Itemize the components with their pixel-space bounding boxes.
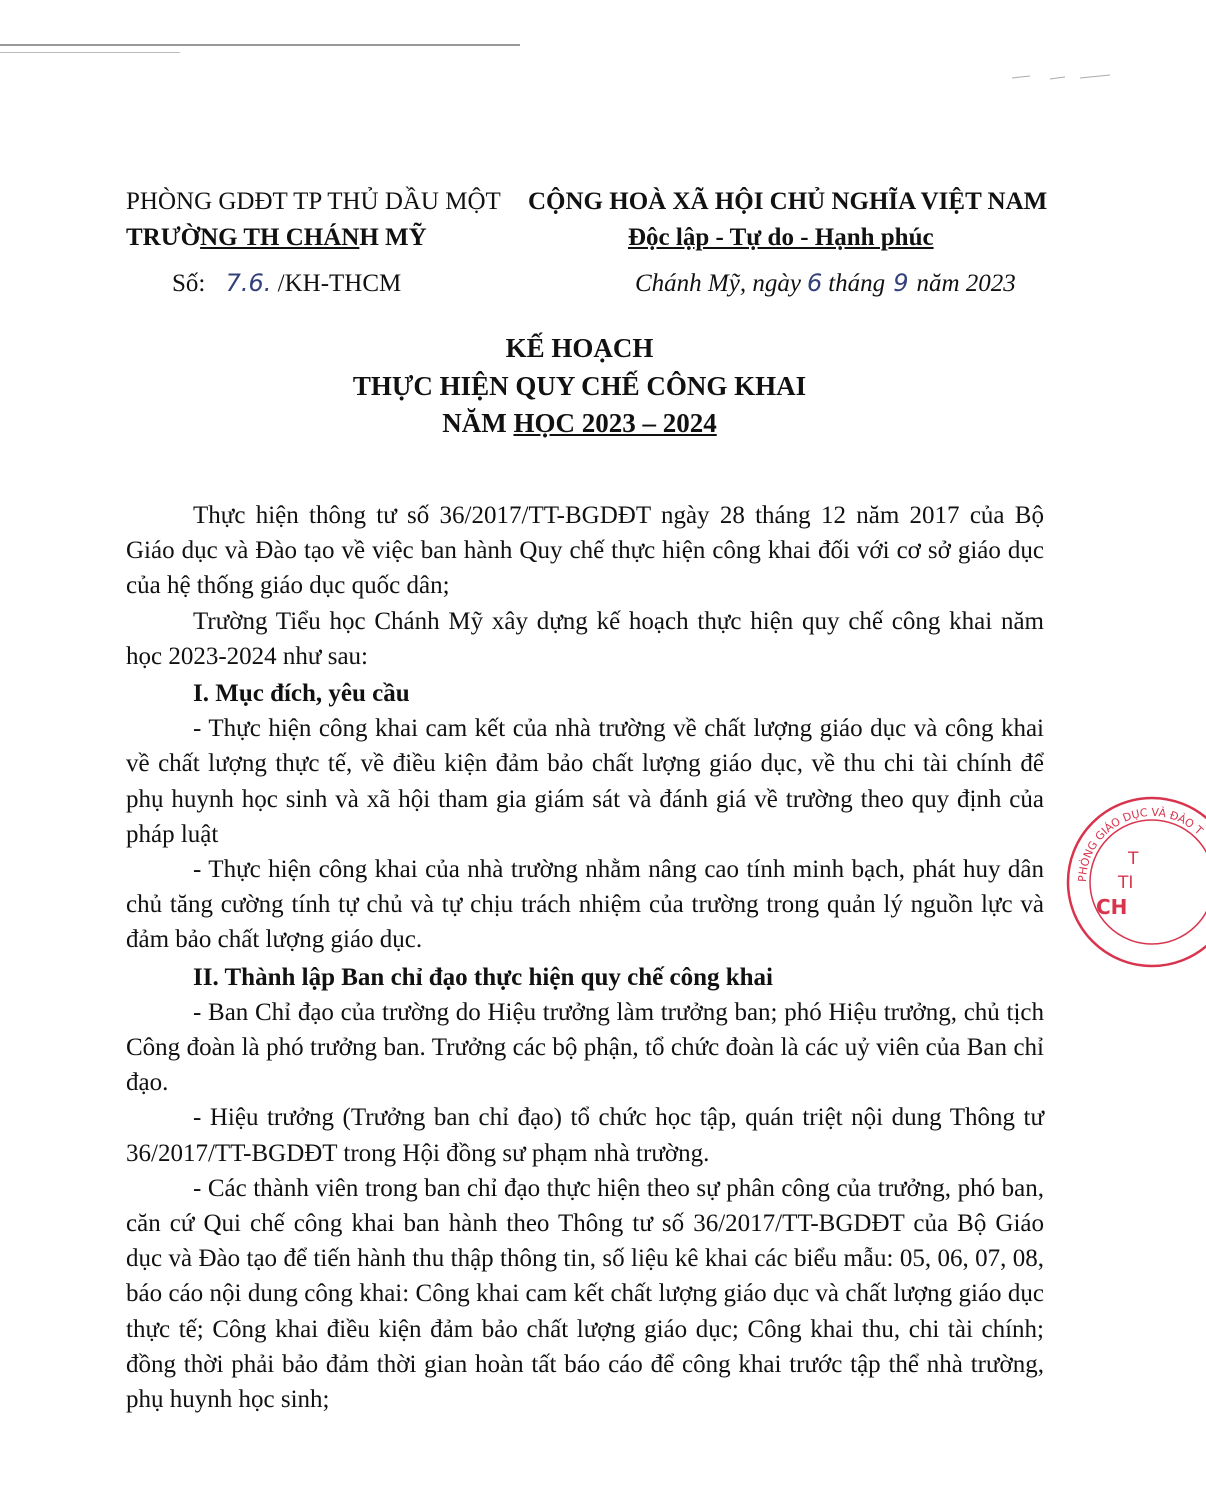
doc-title-line3-prefix: NĂM: [442, 408, 514, 438]
purpose-item-1: - Thực hiện công khai cam kết của nhà trường về chất lượng giáo dục và công khai về chất lượng thực tế, về điều kiện đảm bảo chất lượng giáo dục, về thu chi tài chính để phụ huynh học sinh và xã hội tham gia giám sát và đánh giá về trường theo quy định của pháp luật: [126, 715, 1044, 848]
committee-item-1: - Ban Chỉ đạo của trường do Hiệu trưởng làm trưởng ban; phó Hiệu trưởng, chủ tịch Công đoàn là phó trưởng ban. Trưởng các bộ phận, tổ chức đoàn là các uỷ viên của Ban chỉ đạo.: [126, 998, 1044, 1097]
school-name-underlined: NG TH CHÁN: [200, 224, 360, 251]
paragraph-intro: Thực hiện thông tư số 36/2017/TT-BGDĐT ngày 28 tháng 12 năm 2017 của Bộ Giáo dục và Đào tạo về việc ban hành Quy chế thực hiện công khai đối với cơ sở giáo dục của hệ thống giáo dục quốc dân;: [126, 502, 1044, 600]
committee-item-3: - Các thành viên trong ban chỉ đạo thực hiện theo sự phân công của trưởng, phó ban, căn cứ Qui chế công khai ban hành theo Thông tư số 36/2017/TT-BGDĐT của Bộ Giáo dục và Đào tạo để tiến hành thu thập thông tin, số liệu kê khai các biểu mẫu: 05, 06, 07, 08, báo cáo nội dung công khai: Công khai cam kết chất lượng giáo dục và chất lượng giáo dục thực tế; Công khai điều kiện đảm bảo chất lượng giáo dục; Công khai thu, chi tài chính; đồng thời phải bảo đảm thời gian hoàn tất báo cáo để công khai trước tập thể nhà trường, phụ huynh học sinh;: [126, 1174, 1044, 1414]
number-handwritten: 7.6.: [225, 269, 272, 297]
seal-text-line1: T: [1128, 849, 1139, 869]
school-name-prefix: TRƯỜ: [126, 224, 201, 251]
doc-title-line1: KẾ HOẠCH: [505, 333, 654, 363]
svg-text:PHÒNG GIÁO DỤC VÀ ĐÀO T: [1076, 806, 1206, 882]
school-name-suffix: H MỸ: [359, 224, 427, 251]
doc-title-line2: THỰC HIỆN QUY CHẾ CÔNG KHAI: [352, 371, 807, 401]
number-label: Số:: [172, 270, 206, 297]
date-month: 9: [893, 269, 909, 297]
agency-name: PHÒNG GDĐT TP THỦ DẦU MỘT: [126, 188, 501, 215]
committee-item-2: - Hiệu trưởng (Trưởng ban chỉ đạo) tổ chức học tập, quán triệt nội dung Thông tư 36/2017/TT-BGDĐT trong Hội đồng sư phạm nhà trường.: [126, 1104, 1044, 1167]
school-name: [126, 224, 427, 252]
section-heading-committee: II. Thành lập Ban chỉ đạo thực hiện quy chế công khai: [193, 963, 774, 991]
scan-artifact-speck: [1010, 70, 1120, 84]
date-day: 6: [806, 269, 823, 297]
seal-text-line2: TI: [1118, 873, 1134, 893]
number-suffix: /KH-THCM: [277, 270, 402, 297]
date-place: Chánh Mỹ, ngày: [635, 270, 801, 297]
seal-arc-text: PHÒNG GIÁO DỤC VÀ ĐÀO T: [1075, 805, 1206, 883]
paragraph-plan-intro: Trường Tiểu học Chánh Mỹ xây dựng kế hoạch thực hiện quy chế công khai năm học 2023-2024 như sau:: [126, 607, 1044, 670]
purpose-item-2: - Thực hiện công khai của nhà trường nhằm nâng cao tính minh bạch, phát huy dân chủ tăng cường tính tự chủ và tự chịu trách nhiệm của trường trong quản lý nguồn lực và đảm bảo chất lượng giáo dục.: [126, 856, 1044, 954]
seal-text-line3: CH: [1096, 895, 1128, 919]
doc-title-line3-underlined: HỌC 2023 – 2024: [513, 408, 717, 438]
section-heading-purpose: I. Mục đích, yêu cầu: [193, 680, 410, 708]
document-number: [172, 269, 401, 298]
scan-artifact-line: [0, 44, 520, 46]
official-seal: [1066, 796, 1206, 968]
date-year: năm 2023: [916, 270, 1016, 297]
motto: Độc lập - Tự do - Hạnh phúc: [628, 224, 934, 251]
document-body: [126, 498, 1044, 1417]
nation-title: CỘNG HOÀ XÃ HỘI CHỦ NGHĨA VIỆT NAM: [528, 188, 1048, 215]
doc-title-line3: [0, 408, 1159, 439]
document-date: [635, 269, 1016, 298]
scan-artifact-line: [0, 52, 180, 53]
date-month-label: tháng: [828, 270, 886, 297]
